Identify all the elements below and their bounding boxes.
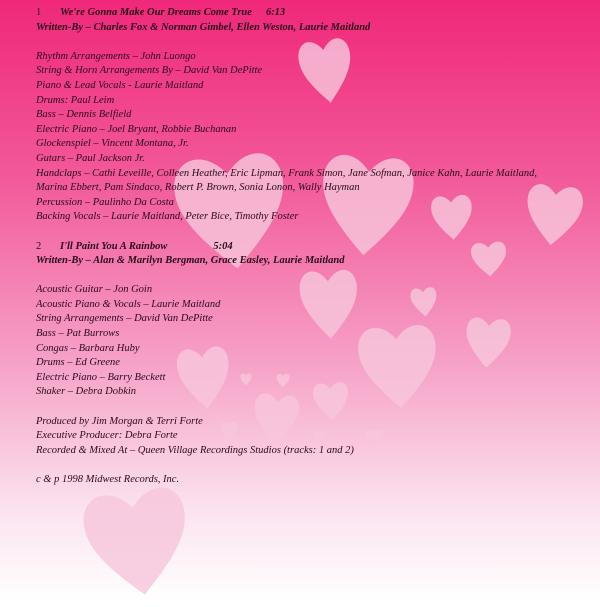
credit-line: Electric Piano – Barry Beckett [36, 371, 166, 383]
track-title: We're Gonna Make Our Dreams Come True [60, 7, 252, 18]
track-title-line [36, 240, 596, 255]
credit-line: String Arrangements – David Van DePitte [36, 313, 213, 325]
credit-line: String & Horn Arrangements By – David Van DePitte [36, 65, 263, 77]
credit-line: Marina Ebbert, Pam Sindaco, Robert P. Brown, Sonia Lonon, Wally Hayman [36, 182, 360, 194]
credit-line: Shaker – Debra Dobkin [36, 386, 137, 398]
credit-line: Drums: Paul Leim [36, 94, 115, 106]
written-by: Written-By – Alan & Marilyn Bergman, Grace Easley, Laurie Maitland [36, 255, 345, 267]
production-line: Produced by Jim Morgan & Terri Forte [36, 415, 203, 427]
production-line: Executive Producer: Debra Forte [36, 430, 178, 442]
credit-line: Rhythm Arrangements – John Luongo [36, 50, 196, 62]
credit-line: Bass – Pat Burrows [36, 328, 120, 340]
credit-line: Electric Piano – Joel Bryant, Robbie Buchanan [36, 123, 237, 135]
production-line: Recorded & Mixed At – Queen Village Recordings Studios (tracks: 1 and 2) [36, 444, 354, 456]
track-duration: 5:04 [213, 240, 233, 252]
credit-line: Glockenspiel – Vincent Montana, Jr. [36, 138, 189, 150]
credit-line: Gutars – Paul Jackson Jr. [36, 152, 145, 164]
heart-icon [74, 471, 200, 607]
credit-line: Backing Vocals – Laurie Maitland, Peter Bice, Timothy Foster [36, 211, 299, 223]
track-title: I'll Paint You A Rainbow [60, 240, 168, 252]
credit-line: Piano & Lead Vocals - Laurie Maitland [36, 79, 204, 91]
liner-notes [36, 6, 596, 488]
track-number: 1 [36, 7, 42, 18]
copyright: c & p 1998 Midwest Records, Inc. [36, 474, 180, 485]
credit-line: Percussion – Paulinho Da Costa [36, 196, 174, 208]
credit-line: Congas – Barbara Huby [36, 342, 140, 354]
credit-line: Acoustic Guitar – Jon Goin [36, 284, 153, 296]
track-title-line [36, 6, 596, 21]
credit-line: Handclaps – Cathi Leveille, Colleen Heather, Eric Lipman, Frank Simon, Jane Sofman, Janice Kahn, Laurie Maitland, [36, 167, 538, 179]
track-number: 2 [36, 240, 42, 252]
credit-line: Drums – Ed Greene [36, 357, 120, 369]
credit-line: Bass – Dennis Belfield [36, 109, 132, 121]
written-by: Written-By – Charles Fox & Norman Gimbel, Ellen Weston, Laurie Maitland [36, 21, 371, 33]
track-duration: 6:13 [265, 7, 286, 18]
credit-line: Acoustic Piano & Vocals – Laurie Maitland [36, 298, 221, 310]
